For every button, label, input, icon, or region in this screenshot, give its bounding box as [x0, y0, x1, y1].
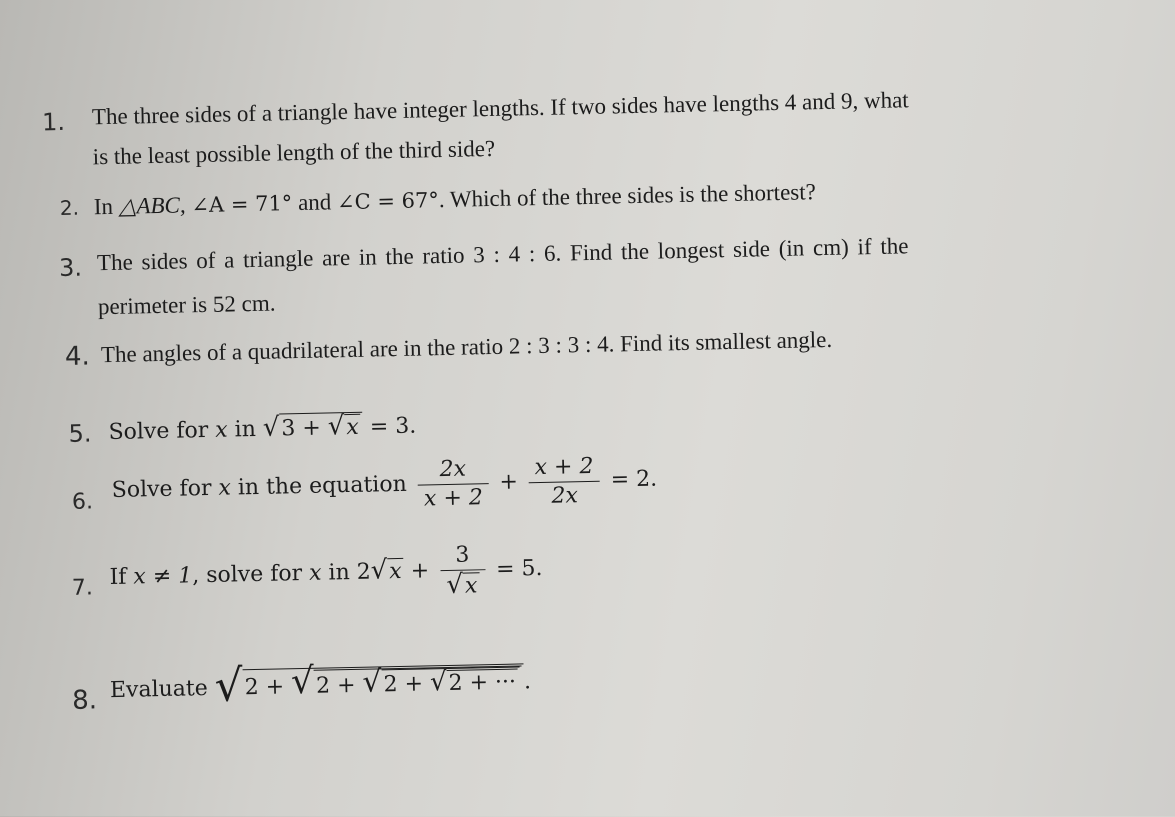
question-2-angle-a: ∠A = 71°	[191, 191, 293, 218]
question-5-root-outer: 3 +	[281, 415, 329, 442]
question-2-angle-c: ∠C = 67°	[336, 188, 440, 215]
radical-icon: √	[327, 411, 345, 442]
question-3-line-1: The sides of a triangle are in the ratio 3 : 4 : 6. Find the longest side (in cm) if the	[96, 233, 909, 276]
radical-icon: √	[214, 660, 244, 712]
question-5-prefix: Solve for	[108, 417, 216, 446]
fraction-1-denominator: x + 2	[423, 484, 484, 511]
question-7-var: x	[308, 560, 322, 586]
radical-icon: √	[446, 569, 464, 600]
question-7-mid-2: in	[321, 559, 357, 586]
question-8-prefix: Evaluate	[109, 675, 215, 704]
question-5-mid: in	[227, 416, 264, 443]
question-5-root	[279, 412, 363, 443]
question-7-condition: x ≠ 1	[133, 563, 193, 590]
question-1-line-1: The three sides of a triangle have integer lengths. If two sides have lengths 4 and 9, what	[91, 87, 909, 130]
question-5-root-inner: x	[346, 414, 360, 441]
fraction-1-numerator: 2x	[417, 455, 488, 485]
question-2	[93, 174, 816, 225]
question-6-prefix: Solve for	[111, 475, 219, 503]
question-5-var: x	[214, 417, 228, 443]
question-7-suffix: = 5.	[488, 555, 543, 583]
question-8-nest-2: 2 +	[315, 672, 363, 699]
fraction-2-numerator: x + 2	[528, 452, 599, 482]
question-5-suffix: = 3.	[362, 413, 417, 440]
fraction-3-denominator: x	[464, 572, 478, 599]
question-7	[109, 536, 543, 609]
question-7-plus: +	[403, 558, 437, 584]
question-number-8: 8.	[71, 685, 98, 716]
question-number-7: 7.	[71, 575, 94, 601]
question-number-2: 2.	[59, 195, 80, 221]
question-number-3: 3.	[58, 253, 83, 283]
question-5	[108, 407, 416, 451]
question-8-suffix: .	[523, 669, 532, 695]
question-7-coef: 2	[356, 559, 371, 585]
radical-icon: √	[429, 667, 447, 698]
question-6-suffix: = 2.	[603, 466, 658, 493]
question-2-mid: and	[292, 189, 338, 216]
fraction-3-numerator: 3	[440, 541, 486, 571]
question-8-nest-3: 2 +	[383, 671, 431, 698]
question-number-6: 6.	[71, 489, 94, 515]
question-8-nest-4: 2 + ···	[448, 669, 517, 696]
question-4: The angles of a quadrilateral are in the ratio 2 : 3 : 3 : 4. Find its smallest angle.	[100, 326, 833, 368]
radical-icon: √	[290, 660, 315, 703]
fraction-2-denominator: 2x	[551, 482, 579, 509]
question-7-root: x	[389, 558, 402, 585]
question-7-prefix: If	[109, 564, 134, 591]
question-6	[111, 450, 658, 521]
question-number-5: 5.	[68, 419, 92, 448]
plus-sign: +	[492, 469, 526, 496]
question-6-mid: in the equation	[230, 471, 414, 501]
radical-icon: √	[262, 412, 280, 443]
question-2-triangle: △ABC,	[118, 192, 192, 219]
radical-icon: √	[370, 555, 388, 586]
question-6-var: x	[218, 475, 232, 501]
question-number-4: 4.	[64, 341, 91, 372]
question-7-mid-1: , solve for	[191, 560, 310, 589]
question-2-suffix: . Which of the three sides is the shortest?	[438, 179, 817, 213]
radical-icon: √	[362, 664, 382, 700]
question-8	[109, 654, 531, 717]
question-8-nest-1: 2 +	[244, 674, 292, 701]
fraction-3	[440, 541, 486, 601]
question-2-prefix: In	[93, 193, 120, 220]
question-3-line-2: perimeter is 52 cm.	[97, 290, 276, 320]
question-1-line-2: is the least possible length of the third side?	[92, 135, 496, 170]
fraction-2	[528, 452, 600, 510]
fraction-1	[417, 455, 489, 513]
question-number-1: 1.	[41, 107, 66, 137]
